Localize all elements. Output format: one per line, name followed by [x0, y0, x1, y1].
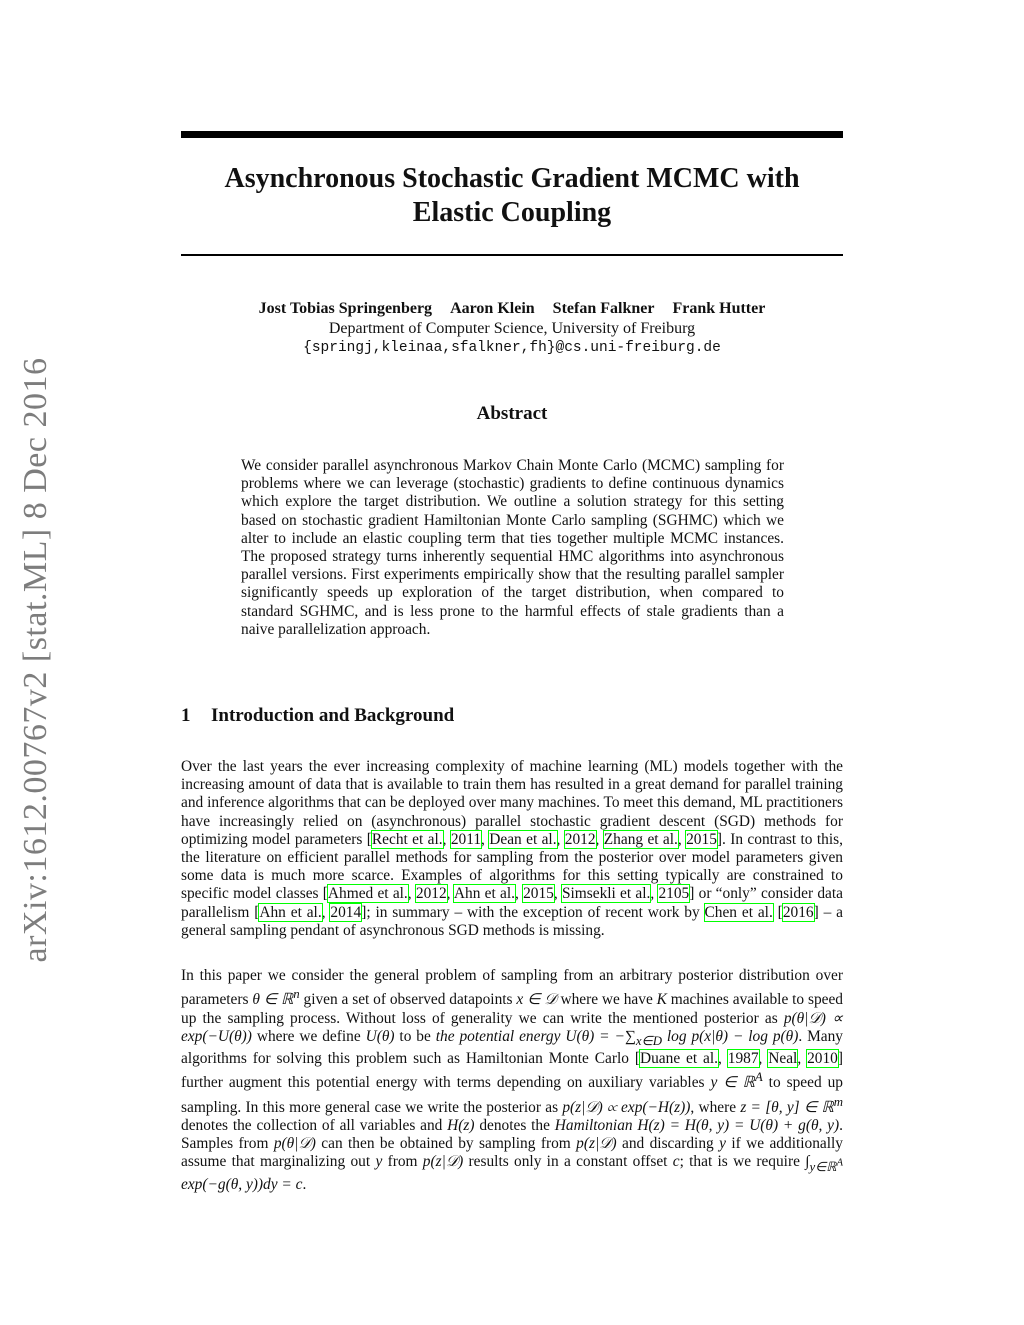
- title-top-rule: [181, 131, 843, 138]
- citation-link[interactable]: 2105: [658, 885, 690, 903]
- math-inline: p(z|𝒟) ∝ exp(−H(z)): [562, 1098, 691, 1116]
- citation-link[interactable]: Neal: [768, 1050, 798, 1068]
- math-inline: $\int_{y\in ℝ^A}$ exp(−g(θ, y))dy = c: [181, 1153, 843, 1193]
- section-number: 1: [181, 705, 191, 726]
- citation-link[interactable]: 2012: [564, 830, 596, 848]
- author-name: Jost Tobias Springenberg: [258, 300, 433, 317]
- math-inline: p(z|𝒟): [576, 1135, 617, 1153]
- citation-link[interactable]: Ahmed et al.: [327, 885, 408, 903]
- citation-link[interactable]: Recht et al.: [371, 830, 443, 848]
- citation-link[interactable]: 2010: [807, 1050, 838, 1068]
- arxiv-identifier: arXiv:1612.00767v2 [stat.ML] 8 Dec 2016: [17, 357, 54, 963]
- math-inline: H(z): [447, 1116, 475, 1134]
- math-inline: c: [672, 1153, 680, 1171]
- math-inline: H(z) = H(θ, y) = U(θ) + g(θ, y): [637, 1116, 840, 1134]
- citation-link[interactable]: Ahn et al.: [453, 885, 515, 903]
- author-name: Stefan Falkner: [552, 300, 655, 317]
- title-line-2: Elastic Coupling: [412, 197, 612, 228]
- math-inline: y ∈ ℝ$^A$: [710, 1070, 763, 1092]
- paper-title: [181, 162, 843, 230]
- citation-link[interactable]: 2012: [415, 885, 447, 903]
- author-list: [181, 299, 843, 319]
- intro-paragraph-1: Over the last years the ever increasing complexity of machine learning (ML) models together with the increasing amount of data that is available to train them has resulted in a great demand for parallel training and inference algorithms that can be deployed over many machines. To meet this demand, ML practitioners have increasingly relied on (asynchronous) parallel stochastic gradient descent (SGD) methods for optimizing model parameters [Recht et al., 2011, Dean et al., 2012, Zhang et al., 2015]. In contrast to this, the literature on efficient parallel methods for sampling from the posterior over model parameters given some data is much more scarce. Examples of algorithms for this setting typically are constrained to specific model classes [Ahmed et al., 2012, Ahn et al., 2015, Simsekli et al., 2105] or “only” consider data parallelism [Ahn et al., 2014]; in summary – with the exception of recent work by Chen et al. [2016] – a general sampling pendant of asynchronous SGD methods is missing.: [181, 758, 843, 939]
- citation-link[interactable]: 2015: [686, 830, 717, 848]
- citation-link[interactable]: Ahn et al.: [259, 903, 322, 921]
- abstract-body: We consider parallel asynchronous Markov Chain Monte Carlo (MCMC) sampling for problems where we can leverage (stochastic) gradients to define continuous dynamics which explore the target distribution. We outline a solution strategy for this setting based on stochastic gradient Hamiltonian Monte Carlo sampling (SGHMC) which we alter to include an elastic coupling term that ties together multiple MCMC instances. The proposed strategy turns inherently sequential HMC algorithms into asynchronous parallel versions. First experiments empirically show that the resulting parallel sampler significantly speeds up exploration of the target distribution, when compared to standard SGHMC, and is less prone to the harmful effects of stale gradients than a naive parallelization approach.: [241, 457, 784, 638]
- citation-link[interactable]: 2016: [782, 903, 814, 921]
- math-inline: y: [719, 1135, 726, 1153]
- citation-link[interactable]: Simsekli et al.: [561, 885, 651, 903]
- math-inline: x ∈ 𝒟: [516, 991, 557, 1009]
- math-inline: p(z|𝒟): [422, 1153, 464, 1171]
- citation-link[interactable]: Chen et al.: [704, 903, 773, 921]
- citation-link[interactable]: Dean et al.: [489, 830, 557, 848]
- author-emails: {springj,kleinaa,sfalkner,fh}@cs.uni-freiburg.de: [303, 340, 721, 356]
- math-inline: K: [656, 991, 667, 1009]
- citation-link[interactable]: 2014: [330, 903, 362, 921]
- math-inline: $U(\theta) = -\sum_{x\in D}$ log p(x|θ) − log p(θ): [565, 1027, 799, 1048]
- math-inline: U(θ): [365, 1027, 395, 1045]
- citation-link[interactable]: 2011: [450, 830, 482, 848]
- math-inline: θ ∈ ℝ$^n$: [252, 987, 300, 1009]
- math-inline: p(θ|𝒟): [273, 1135, 316, 1153]
- author-name: Frank Hutter: [672, 300, 766, 317]
- intro-paragraph-2: In this paper we consider the general problem of sampling from an arbitrary posterior distribution over parameters θ ∈ ℝ$^n$ given a set of observed datapoints x ∈ 𝒟 where we have K machines available to speed up the sampling process. Without loss of generality we can write the mentioned posterior as p(θ|𝒟) ∝ exp(−U(θ)) where we define U(θ) to be the potential energy $U(\theta) = -\sum_{x\in D}$ log p(x|θ) − log p(θ). Many algorithms for solving this problem such as Hamiltonian Monte Carlo [Duane et al., 1987, Neal, 2010] further augment this potential energy with terms depending on auxiliary variables y ∈ ℝ$^A$ to speed up sampling. In this more general case we write the posterior as p(z|𝒟) ∝ exp(−H(z)), where z = [θ, y] ∈ ℝ$^m$ denotes the collection of all variables and H(z) denotes the Hamiltonian H(z) = H(θ, y) = U(θ) + g(θ, y). Samples from p(θ|𝒟) can then be obtained by sampling from p(z|𝒟) and discarding y if we additionally assume that marginalizing out y from p(z|𝒟) results only in a constant offset c; that is we require $\int_{y\in ℝ^A}$ exp(−g(θ, y))dy = c.: [181, 967, 844, 1193]
- author-name: Aaron Klein: [450, 300, 535, 317]
- title-line-1: Asynchronous Stochastic Gradient MCMC with: [224, 163, 800, 194]
- citation-link[interactable]: 1987: [727, 1050, 759, 1068]
- citation-link[interactable]: Duane et al.: [639, 1050, 718, 1068]
- section-title: Introduction and Background: [211, 705, 455, 726]
- citation-link[interactable]: 2015: [523, 885, 554, 903]
- affiliation: Department of Computer Science, University of Freiburg: [328, 320, 696, 337]
- math-inline: p(θ|𝒟) ∝ exp(−U(θ)): [181, 1009, 843, 1045]
- section-heading: [181, 705, 454, 727]
- math-inline: y: [375, 1153, 383, 1171]
- citation-link[interactable]: Zhang et al.: [603, 830, 678, 848]
- title-bottom-rule: [181, 254, 843, 256]
- math-inline: z = [θ, y] ∈ ℝ$^m$: [740, 1094, 844, 1116]
- abstract-heading: Abstract: [476, 403, 548, 424]
